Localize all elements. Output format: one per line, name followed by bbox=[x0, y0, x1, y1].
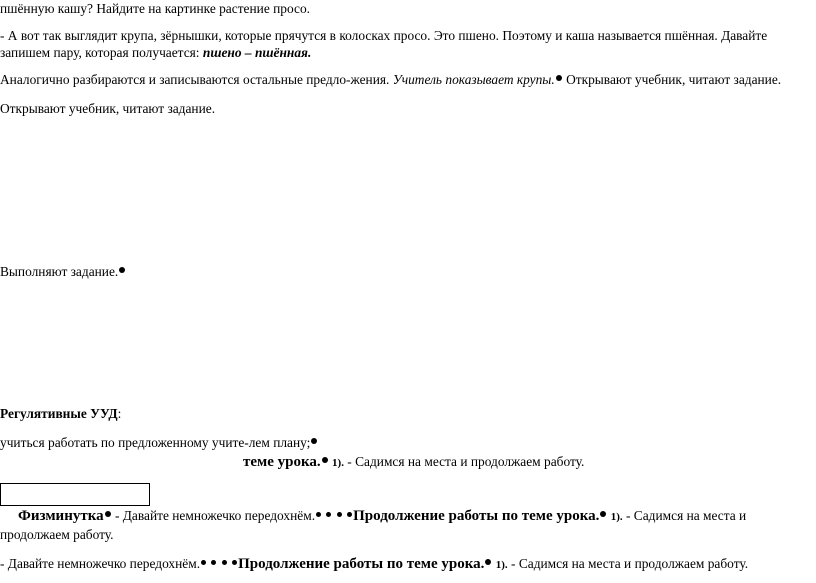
paragraph-10 bbox=[0, 555, 748, 574]
bullet-icon bbox=[485, 559, 491, 565]
paragraph-6-bold: Регулятивные УУД bbox=[0, 406, 118, 421]
paragraph-8-number: 1). bbox=[332, 457, 344, 469]
paragraph-10-heading: Продолжение работы по теме урока. bbox=[238, 556, 485, 572]
bullet-icon bbox=[556, 75, 562, 81]
bullet-icon bbox=[322, 457, 328, 463]
bullet-icon bbox=[222, 560, 227, 565]
empty-frame bbox=[0, 483, 150, 506]
paragraph-8-rest: - Садимся на места и продолжаем работу. bbox=[343, 454, 585, 469]
paragraph-4 bbox=[0, 100, 215, 117]
bullet-icon bbox=[105, 511, 111, 517]
paragraph-6 bbox=[0, 405, 121, 422]
bullet-icon bbox=[311, 438, 317, 444]
paragraph-7 bbox=[0, 434, 318, 451]
bullet-icon bbox=[600, 511, 606, 517]
bullet-icon bbox=[201, 560, 206, 565]
bullet-icon bbox=[119, 267, 125, 273]
paragraph-9-heading: Физминутка bbox=[18, 508, 104, 524]
paragraph-3-italic: Учитель показывает крупы. bbox=[392, 72, 555, 87]
bullet-icon bbox=[326, 512, 331, 517]
paragraph-1-text: пшённую кашу? Найдите на картинке растение просо. bbox=[0, 1, 310, 16]
paragraph-10-rest: - Садимся на места и продолжаем работу. bbox=[507, 556, 749, 571]
paragraph-8-heading: теме урока. bbox=[243, 454, 321, 470]
paragraph-7-text: учиться работать по предложенному учите-лем плану; bbox=[0, 435, 311, 450]
paragraph-10-number: 1). bbox=[495, 559, 508, 571]
paragraph-2-emphasis: пшено – пшённая. bbox=[202, 45, 312, 60]
bullet-icon bbox=[211, 560, 216, 565]
paragraph-9-text: - Давайте немножечко передохнём. bbox=[111, 508, 316, 523]
bullet-icon bbox=[347, 512, 352, 517]
bullet-icon bbox=[337, 512, 342, 517]
paragraph-5-text: Выполняют задание. bbox=[0, 264, 119, 279]
paragraph-3 bbox=[0, 71, 781, 88]
paragraph-1 bbox=[0, 0, 310, 17]
paragraph-3-text-b: Открывают учебник, читают задание. bbox=[562, 72, 782, 87]
paragraph-3-text-a: Аналогично разбираются и записываются остальные предло-жения. bbox=[0, 72, 393, 87]
paragraph-8 bbox=[243, 453, 584, 472]
paragraph-9-rest: - Садимся на места и продолжаем работу. bbox=[0, 508, 747, 542]
bullet-icon bbox=[316, 512, 321, 517]
bullet-icon bbox=[232, 560, 237, 565]
paragraph-10-text: - Давайте немножечко передохнём. bbox=[0, 556, 201, 571]
paragraph-9-number: 1). bbox=[610, 511, 623, 523]
paragraph-2 bbox=[0, 27, 812, 61]
paragraph-6-rest: : bbox=[117, 406, 122, 421]
paragraph-9-heading-2: Продолжение работы по теме урока. bbox=[353, 508, 600, 524]
paragraph-4-text: Открывают учебник, читают задание. bbox=[0, 101, 216, 116]
paragraph-9 bbox=[0, 507, 812, 543]
paragraph-2-text: - А вот так выглядит крупа, зёрнышки, которые прячутся в колосках просо. Это пшено. Поэтому и каша называется пшённая. Давайте запишем пару, которая получается: bbox=[0, 28, 768, 60]
paragraph-5 bbox=[0, 263, 126, 280]
